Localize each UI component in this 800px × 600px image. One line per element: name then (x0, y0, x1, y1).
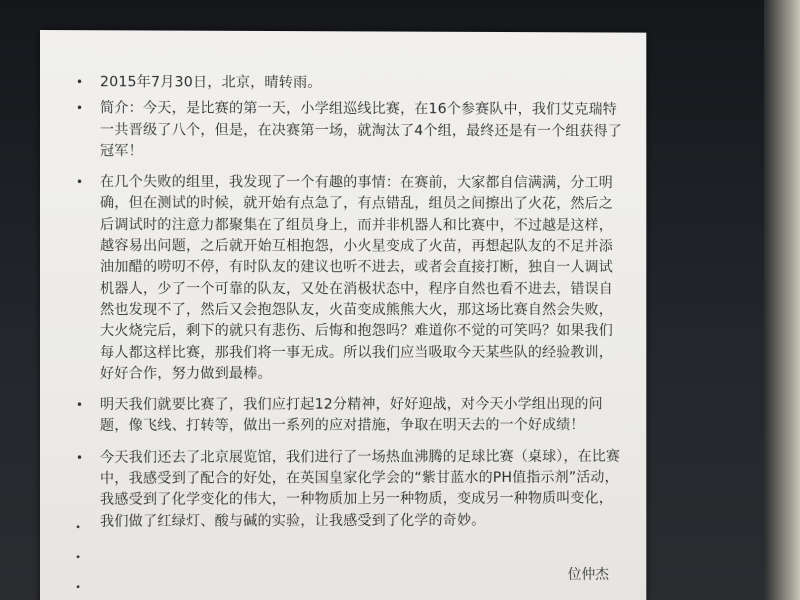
author-signature: 位仲杰 (567, 566, 609, 583)
intro-paragraph: 简介：今天，是比赛的第一天，小学组巡线比赛，在16个参赛队中，我们艾克瑞特一共晋级了八个，但是，在决赛第一场，就淘汰了4个组，最终还是有一个组获得了冠军！ (99, 100, 622, 160)
list-item-observation (72, 172, 627, 385)
desk-edge (764, 0, 800, 600)
bullet-icon: • (75, 75, 84, 90)
bullet-icon: • (75, 101, 84, 116)
list-item-tomorrow (72, 394, 627, 437)
tomorrow-paragraph: 明天我们就要比赛了，我们应打起12分精神，好好迎战，对今天小学组出现的问题，像飞线、打转等，做出一系列的应对措施，争取在明天去的一个好成绩！ (99, 396, 603, 435)
list-item-date (72, 72, 627, 95)
bullet-icon: • (75, 450, 84, 465)
date-line: 2015年7月30日，北京，晴转雨。 (99, 74, 322, 91)
list-item-intro (72, 98, 627, 163)
document-body (72, 72, 627, 533)
empty-bullet-icon: • (75, 579, 81, 594)
monitor-screen (40, 30, 646, 600)
empty-bullet-icon: • (75, 519, 81, 534)
exhibition-paragraph: 今天我们还去了北京展览馆，我们进行了一场热血沸腾的足球比赛（桌球），在比赛中，我感受到了配合的好处，在英国皇家化学会的“紫甘蓝水的PH值指示剂”活动，我感受到了化学变化的伟大，一种物质加上另一种物质，变成另一种物质叫变化，我们做了红绿灯、酸与碱的实验，让我感受到了化学的奇妙。 (99, 448, 621, 530)
bullet-icon: • (75, 398, 84, 413)
list-item-exhibition (72, 447, 627, 533)
observation-paragraph: 在几个失败的组里，我发现了一个有趣的事情：在赛前，大家都自信满满，分工明确，但在测试的时候，就开始有点急了，有点错乱，组员之间擦出了火花，然后之后调试时的注意力都聚集在了组员身上，而并非机器人和比赛中，不过越是这样，越容易出问题，之后就开始互相抱怨，小火星变成了火苗，再想起队友的不足并添油加醋的唠叨不停，有时队友的建议也听不进去，或者会直接打断，独自一人调试机器人，少了一个可靠的队友，又处在消极状态中，程序自然也看不进去，错误自然也发现不了，然后又会抱怨队友，火苗变成熊熊大火，那这场比赛自然会失败，大火烧完后，剩下的就只有悲伤、后悔和抱怨吗？难道你不觉的可笑吗？如果我们每人都这样比赛，那我们将一事无成。所以我们应当吸取今天某些队的经验教训，好好合作，努力做到最棒。 (99, 174, 613, 382)
empty-bullet-icon: • (75, 549, 81, 564)
bullet-icon: • (75, 175, 84, 190)
